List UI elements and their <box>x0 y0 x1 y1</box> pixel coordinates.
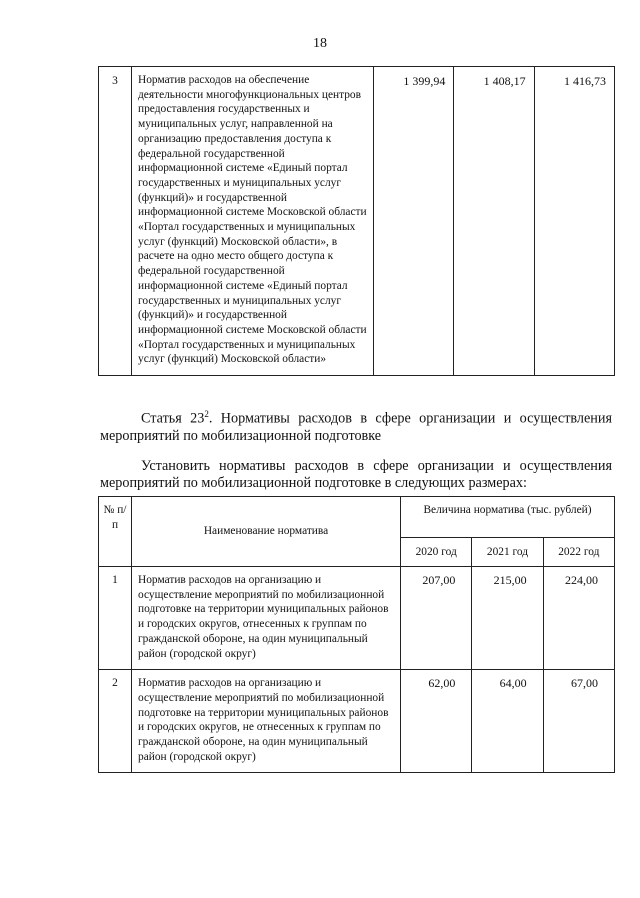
table-row <box>99 567 615 670</box>
article-prefix: Статья 23 <box>141 410 205 427</box>
article-title: . Нормативы расходов в сфере организации и осуществления мероприятий по мобилизационной подготовке <box>100 410 612 444</box>
row-number: 1 <box>99 567 132 670</box>
top-table <box>98 66 615 376</box>
value-2021: 1 408,17 <box>454 67 534 376</box>
row-number: 2 <box>99 670 132 773</box>
norm-name: Норматив расходов на организацию и осуществление мероприятий по мобилизационной подготовке на территории муниципальных районов и городских округов, отнесенных к группам по гражданской обороне, на один муниципальный район (городской округ) <box>132 567 401 670</box>
value-2020: 62,00 <box>401 670 472 773</box>
norms-table <box>98 496 615 773</box>
header-year-2020: 2020 год <box>401 538 472 567</box>
norm-name: Норматив расходов на организацию и осуществление мероприятий по мобилизационной подготовке на территории муниципальных районов и городских округов, не отнесенных к группам по гражданской обороне, на один муниципальный район (городской округ) <box>132 670 401 773</box>
value-2022: 224,00 <box>543 567 614 670</box>
intro-paragraph: Установить нормативы расходов в сфере организации и осуществления мероприятий по мобилизационной подготовке в следующих размерах: <box>100 458 612 491</box>
header-number: № п/п <box>99 497 132 567</box>
header-year-2021: 2021 год <box>472 538 543 567</box>
value-2022: 67,00 <box>543 670 614 773</box>
table-row <box>99 670 615 773</box>
table-row <box>99 67 615 376</box>
article-superscript: 2 <box>204 409 209 419</box>
value-2020: 207,00 <box>401 567 472 670</box>
value-2020: 1 399,94 <box>374 67 454 376</box>
article-heading <box>100 406 612 445</box>
row-number: 3 <box>99 67 132 376</box>
page-number: 18 <box>313 36 327 51</box>
header-name: Наименование норматива <box>132 497 401 567</box>
value-2021: 215,00 <box>472 567 543 670</box>
value-2022: 1 416,73 <box>534 67 614 376</box>
value-2021: 64,00 <box>472 670 543 773</box>
table-header-row <box>99 497 615 538</box>
header-year-2022: 2022 год <box>543 538 614 567</box>
norm-name: Норматив расходов на обеспечение деятельности многофункциональных центров предоставления государственных и муниципальных услуг, направленной на организацию предоставления доступа к федеральной государственной информационной системе «Единый портал государственных и муниципальных услуг (функций)» и государственной информационной системе Московской области «Портал государственных и муниципальных услуг (функций) Московской области», в расчете на одно место общего доступа к федеральной государственной информационной системе «Единый портал государственных и муниципальных услуг (функций)» и государственной информационной системе Московской области «Портал государственных и муниципальных услуг (функций) Московской области» <box>132 67 374 376</box>
header-value-group: Величина норматива (тыс. рублей) <box>401 497 615 538</box>
